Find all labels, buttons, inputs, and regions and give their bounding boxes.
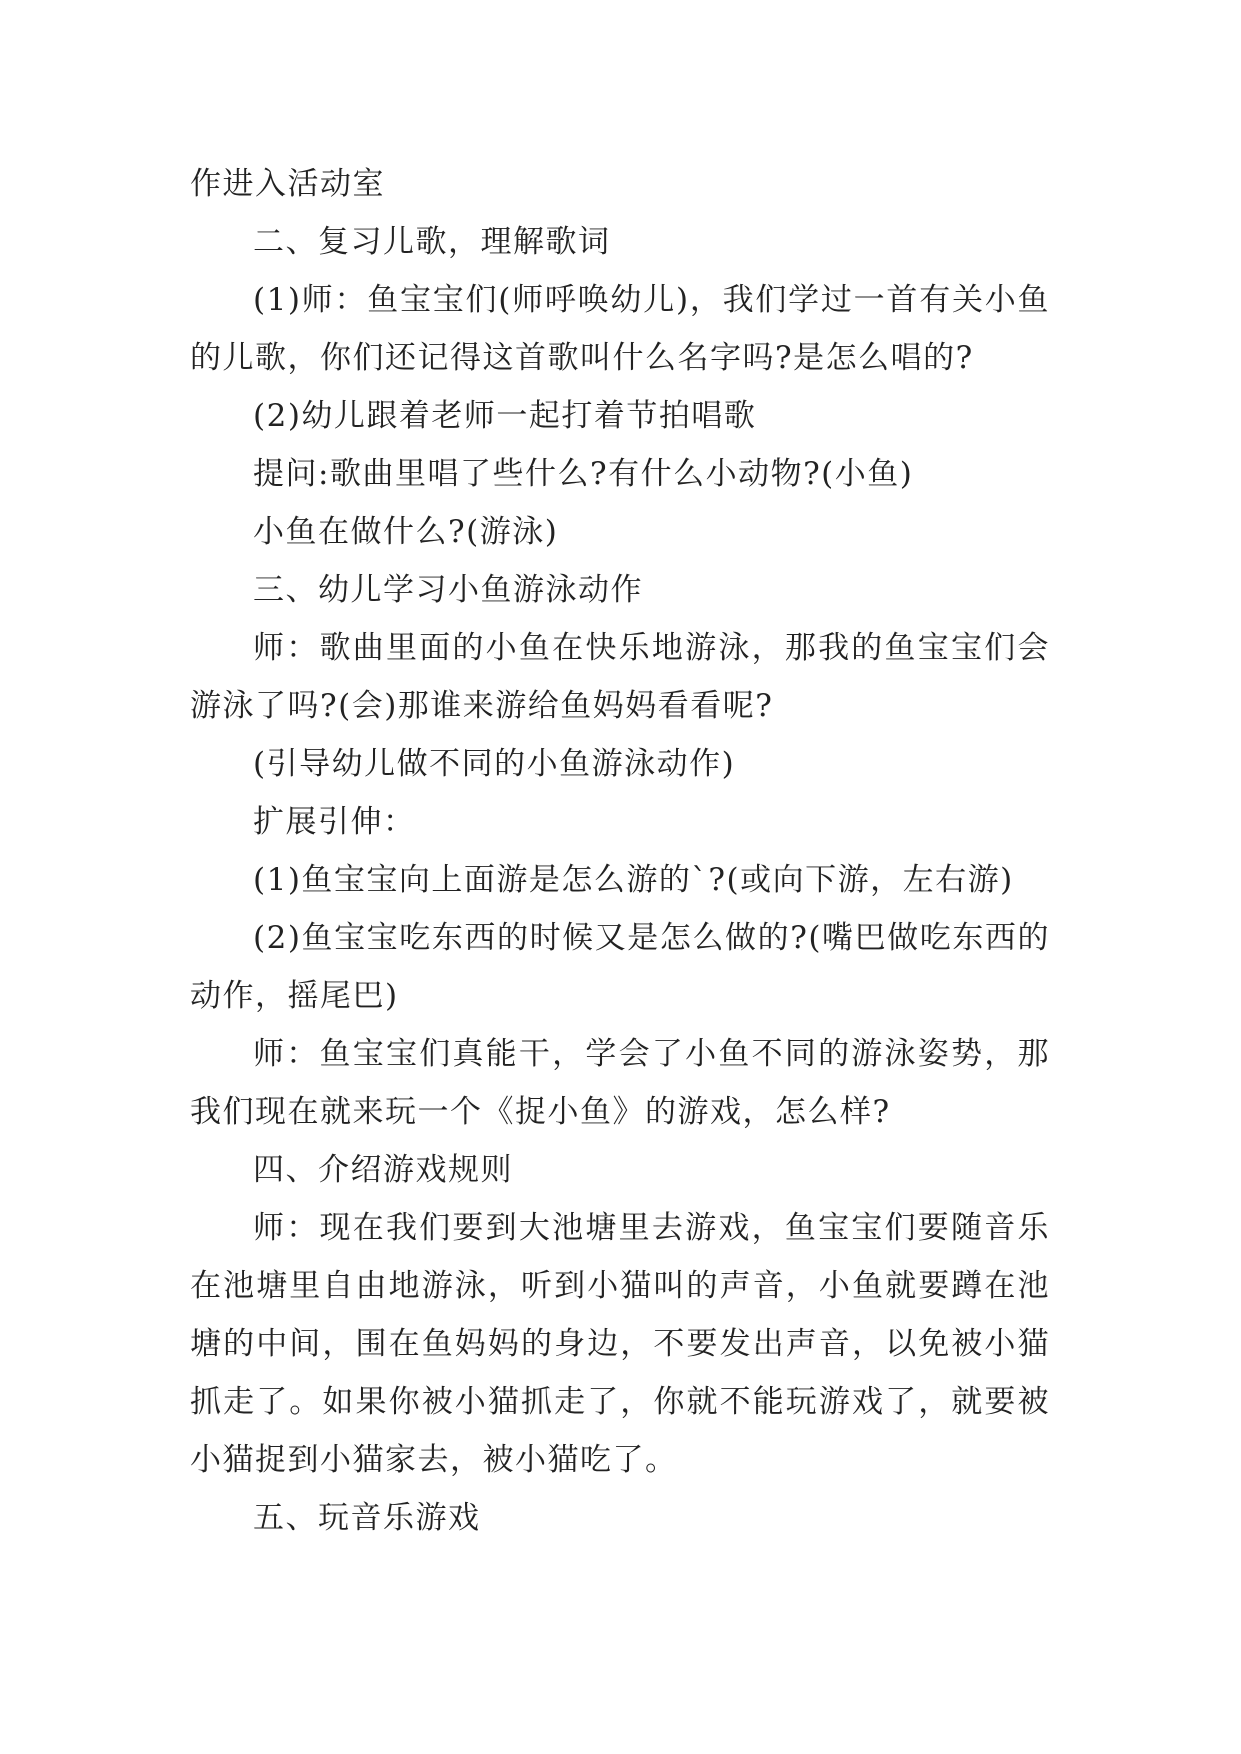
document-body <box>190 155 1050 1547</box>
paragraph: 扩展引伸： <box>253 804 416 840</box>
paragraph: 师：鱼宝宝们真能干，学会了小鱼不同的游泳姿势，那我们现在就来玩一个《捉小鱼》的游戏，怎么样? <box>190 1036 1050 1130</box>
section-heading: 五、玩音乐游戏 <box>253 1500 481 1536</box>
paragraph: 提问:歌曲里唱了些什么?有什么小动物?(小鱼) <box>253 456 914 492</box>
section-heading: 三、幼儿学习小鱼游泳动作 <box>253 572 643 608</box>
paragraph: (2)鱼宝宝吃东西的时候又是怎么做的?(嘴巴做吃东西的动作，摇尾巴) <box>190 920 1050 1014</box>
paragraph: (1)鱼宝宝向上面游是怎么游的`?(或向下游，左右游) <box>253 862 1014 898</box>
paragraph: 作进入活动室 <box>190 166 385 202</box>
paragraph: (引导幼儿做不同的小鱼游泳动作) <box>253 746 736 782</box>
paragraph: 师：歌曲里面的小鱼在快乐地游泳，那我的鱼宝宝们会游泳了吗?(会)那谁来游给鱼妈妈看看呢? <box>190 630 1050 724</box>
paragraph: (2)幼儿跟着老师一起打着节拍唱歌 <box>253 398 757 434</box>
paragraph: 小鱼在做什么?(游泳) <box>253 514 559 550</box>
paragraph: 师：现在我们要到大池塘里去游戏，鱼宝宝们要随音乐在池塘里自由地游泳，听到小猫叫的声音，小鱼就要蹲在池塘的中间，围在鱼妈妈的身边，不要发出声音，以免被小猫抓走了。如果你被小猫抓走了，你就不能玩游戏了，就要被小猫捉到小猫家去，被小猫吃了。 <box>190 1210 1050 1478</box>
paragraph: (1)师：鱼宝宝们(师呼唤幼儿)，我们学过一首有关小鱼的儿歌，你们还记得这首歌叫什么名字吗?是怎么唱的? <box>190 282 1050 376</box>
section-heading: 二、复习儿歌，理解歌词 <box>253 224 611 260</box>
section-heading: 四、介绍游戏规则 <box>253 1152 513 1188</box>
